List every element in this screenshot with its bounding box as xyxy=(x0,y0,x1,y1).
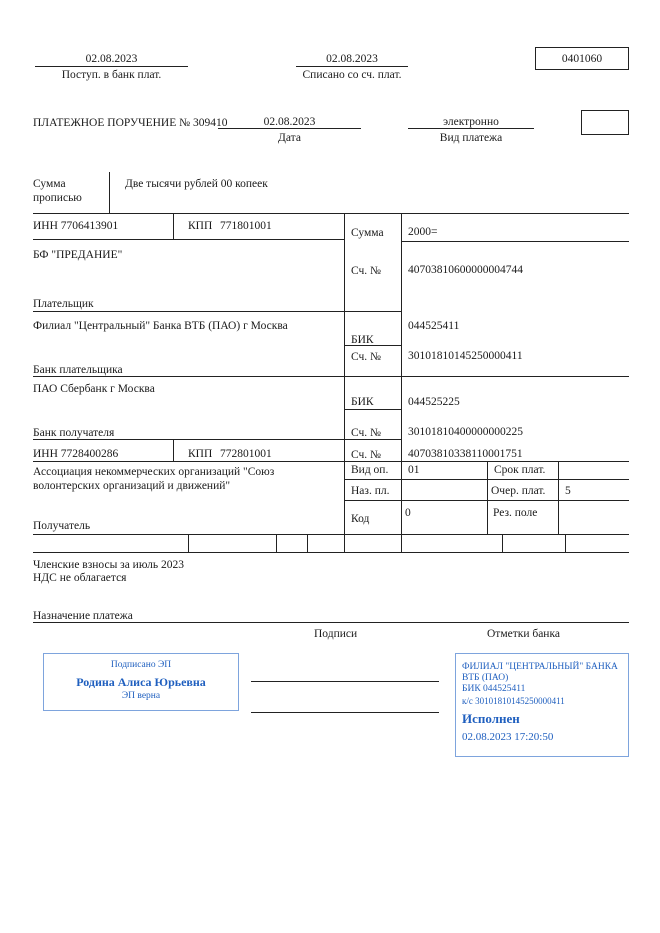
payee-account: 40703810338110001751 xyxy=(408,448,523,460)
purpose-line-1: Членские взносы за июль 2023 xyxy=(33,559,185,571)
op-type-label: Вид оп. xyxy=(351,464,389,476)
payee-inn-line xyxy=(33,461,629,462)
received-label: Поступ. в банк плат. xyxy=(61,69,162,81)
bank-stamp xyxy=(455,653,629,757)
signature-name: Родина Алиса Юрьевна xyxy=(76,675,206,689)
received-date: 02.08.2023 xyxy=(85,53,138,65)
codes-vline-2 xyxy=(558,461,559,534)
tax-vline-5 xyxy=(565,534,566,552)
payer-inn-divider xyxy=(173,213,174,239)
amount-value: 2000= xyxy=(408,226,438,238)
received-date-line xyxy=(35,66,188,67)
payee-inn-divider xyxy=(173,439,174,461)
payer-bank-bik: 044525411 xyxy=(408,320,460,332)
tax-vline-1 xyxy=(188,534,189,552)
payee-bank-bik-line xyxy=(344,409,401,410)
codes-line-2 xyxy=(344,500,629,501)
purpose-code-label: Наз. пл. xyxy=(351,485,390,497)
payer-account: 40703810600000004744 xyxy=(408,264,523,276)
payee-bank-bik: 044525225 xyxy=(408,396,460,408)
payer-kpp-label: КПП xyxy=(188,220,213,232)
payee-kpp: 772801001 xyxy=(220,448,272,460)
amount-words-line xyxy=(33,213,629,214)
payer-inn-line xyxy=(33,239,345,240)
payee-bank-label: Банк получателя xyxy=(33,427,115,439)
tax-vline-4 xyxy=(502,534,503,552)
bank-stamp-datetime: 02.08.2023 17:20:50 xyxy=(462,731,554,743)
payer-line xyxy=(33,311,401,312)
code-label: Код xyxy=(351,513,370,525)
payer-bank-bik-label: БИК xyxy=(351,334,374,346)
payer-account-label: Сч. № xyxy=(351,265,382,277)
payer-bank-line xyxy=(33,376,629,377)
op-type: 01 xyxy=(408,464,420,476)
signatures-label: Подписи xyxy=(314,628,358,640)
payee-bank-name: ПАО Сбербанк г Москва xyxy=(33,383,155,395)
payer-bank-account: 30101810145250000411 xyxy=(408,350,523,362)
bank-stamp-line2: ВТБ (ПАО) xyxy=(462,673,509,683)
codes-vline-1 xyxy=(487,461,488,534)
form-code: 0401060 xyxy=(561,53,603,65)
signature-verified: ЭП верна xyxy=(121,691,161,701)
amount-line xyxy=(401,241,629,242)
order-date: 02.08.2023 xyxy=(263,116,316,128)
tax-line xyxy=(33,552,629,553)
order-date-label: Дата xyxy=(278,132,301,144)
payment-type-label: Вид платежа xyxy=(439,132,503,144)
payer-name: БФ "ПРЕДАНИЕ" xyxy=(33,249,123,261)
payer-bank-name: Филиал "Центральный" Банка ВТБ (ПАО) г Москва xyxy=(33,320,288,332)
payee-line xyxy=(33,534,629,535)
debited-date-line xyxy=(296,66,408,67)
payee-label: Получатель xyxy=(33,520,91,532)
signature-signed: Подписано ЭП xyxy=(110,660,172,670)
bank-stamp-status: Исполнен xyxy=(462,711,520,726)
debited-date: 02.08.2023 xyxy=(326,53,378,65)
payee-bank-account: 30101810400000000225 xyxy=(408,426,523,438)
payer-inn: ИНН 7706413901 xyxy=(33,220,119,232)
payee-inn: ИНН 7728400286 xyxy=(33,448,119,460)
payment-type-line xyxy=(408,128,534,129)
debited-label: Списано со сч. плат. xyxy=(302,69,402,81)
bank-stamp-bik: БИК 044525411 xyxy=(462,684,526,694)
order-title: ПЛАТЕЖНОЕ ПОРУЧЕНИЕ № 309410 xyxy=(33,117,228,129)
bank-stamp-line1: ФИЛИАЛ "ЦЕНТРАЛЬНЫЙ" БАНКА xyxy=(462,662,618,672)
amount-words-value: Две тысячи рублей 00 копеек xyxy=(125,178,268,190)
reserve-label: Рез. поле xyxy=(493,507,538,519)
payee-account-label: Сч. № xyxy=(351,449,382,461)
grid-vline-values xyxy=(401,213,402,552)
payee-bank-bik-label: БИК xyxy=(351,396,374,408)
bank-marks-label: Отметки банка xyxy=(487,628,560,640)
payee-name: Ассоциация некоммерческих организаций "Союз волонтерских организаций и движений" xyxy=(33,466,275,492)
amount-words-label: Сумма прописью xyxy=(33,178,82,204)
due-label: Срок плат. xyxy=(494,464,546,476)
payer-bank-label: Банк плательщика xyxy=(33,364,123,376)
signature-line-2 xyxy=(251,712,439,713)
payee-bank-line xyxy=(33,439,401,440)
code-box xyxy=(581,110,629,135)
amount-words-divider xyxy=(109,172,110,213)
codes-line-1 xyxy=(344,479,629,480)
payee-kpp-label: КПП xyxy=(188,448,213,460)
payer-kpp: 771801001 xyxy=(220,220,272,232)
priority-label: Очер. плат. xyxy=(491,485,546,497)
tax-vline-3 xyxy=(307,534,308,552)
tax-vline-2 xyxy=(276,534,277,552)
payer-label: Плательщик xyxy=(33,298,94,310)
code-value: 0 xyxy=(405,507,411,519)
grid-vline-main xyxy=(344,213,345,552)
amount-label: Сумма xyxy=(351,227,384,239)
bank-stamp-account: к/с 30101810145250000411 xyxy=(462,696,565,706)
payer-bank-account-label: Сч. № xyxy=(351,351,382,363)
signature-line-1 xyxy=(251,681,439,682)
purpose-label: Назначение платежа xyxy=(33,610,133,622)
order-date-line xyxy=(218,128,361,129)
signature-stamp xyxy=(43,653,239,711)
payment-type: электронно xyxy=(443,116,499,128)
payee-bank-account-label: Сч. № xyxy=(351,427,382,439)
form-code-box xyxy=(535,47,629,70)
purpose-line xyxy=(33,622,629,623)
purpose-line-2: НДС не облагается xyxy=(33,572,127,584)
payer-bank-bik-line xyxy=(344,345,401,346)
priority: 5 xyxy=(565,485,571,497)
